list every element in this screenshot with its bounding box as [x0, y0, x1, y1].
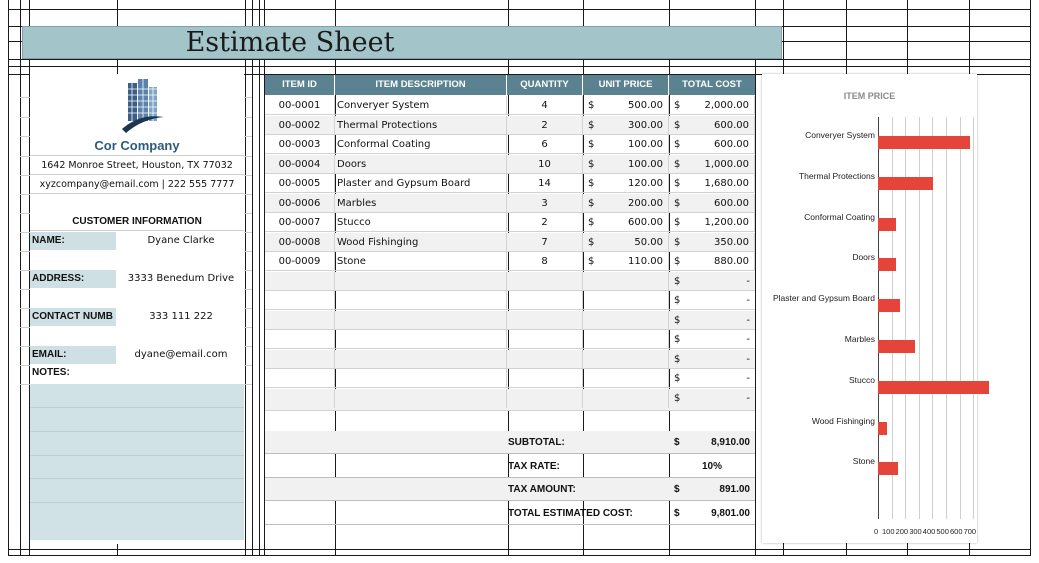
quantity-cell[interactable]: 6 — [507, 135, 583, 154]
grid-line-horizontal — [783, 41, 1030, 42]
subtotal-value — [669, 431, 755, 454]
unit-price-cell[interactable] — [583, 389, 669, 408]
grid-line-vertical — [245, 0, 246, 556]
item-description-cell[interactable] — [335, 330, 507, 349]
currency-symbol: $ — [588, 256, 595, 267]
chart-category-label: Conformal Coating — [804, 211, 875, 222]
currency-symbol: $ — [588, 236, 595, 248]
unit-price-cell-amount: 600.00 — [628, 217, 663, 228]
item-id-cell[interactable] — [265, 369, 335, 388]
chart-category-label: Wood Fishinging — [811, 415, 875, 426]
item-description-cell[interactable] — [335, 350, 507, 369]
quantity-cell[interactable]: 7 — [507, 233, 583, 252]
total-cost-empty: - — [746, 392, 750, 404]
item-id-cell[interactable] — [265, 272, 335, 291]
total-cost-cell[interactable] — [669, 194, 755, 213]
total-cost-cell[interactable] — [669, 233, 755, 252]
total-cost-empty: - — [746, 334, 750, 345]
item-id-cell[interactable] — [265, 311, 335, 330]
total-cost-empty: - — [746, 275, 750, 287]
chart-category-label: Stone — [852, 456, 875, 467]
quantity-cell[interactable] — [507, 291, 583, 310]
chart-bar — [878, 136, 970, 149]
chart-category-label: Doors — [852, 252, 875, 263]
total-cost-cell[interactable] — [669, 213, 755, 232]
total-cost-cell[interactable] — [669, 350, 755, 369]
total-cost-cell-amount: 600.00 — [714, 119, 749, 131]
chart-gridline — [946, 117, 947, 519]
item-description-cell[interactable] — [335, 369, 507, 388]
tax-amount: 891.00 — [719, 484, 750, 495]
chart-bar — [878, 422, 887, 435]
unit-price-cell[interactable] — [583, 291, 669, 310]
item-description-cell[interactable]: Plaster and Gypsum Board — [335, 174, 507, 193]
currency-symbol: $ — [588, 139, 595, 150]
customer-email[interactable]: dyane@email.com — [134, 349, 228, 360]
notes-line — [30, 478, 244, 479]
currency-symbol: $ — [674, 484, 680, 495]
building-icon — [120, 77, 166, 135]
chart-tick-label: 200 — [895, 527, 909, 536]
item-id-cell[interactable]: 00-0001 — [265, 96, 335, 115]
header-item-description: ITEM DESCRIPTION — [335, 75, 507, 95]
total-cost-cell-amount: 1,000.00 — [704, 158, 749, 170]
notes-line — [30, 407, 244, 408]
total-cost-cell[interactable] — [669, 174, 755, 193]
notes-label: NOTES: — [32, 367, 70, 378]
item-description-cell[interactable] — [335, 311, 507, 330]
notes-line — [30, 431, 244, 432]
total-cost-cell[interactable] — [669, 135, 755, 154]
quantity-cell[interactable]: 2 — [507, 213, 583, 232]
chart-title: ITEM PRICE — [843, 91, 896, 101]
total-cost-cell[interactable] — [669, 311, 755, 330]
company-name-row — [30, 136, 244, 156]
currency-symbol: $ — [674, 508, 680, 519]
currency-symbol: $ — [674, 437, 680, 448]
chart-gridline — [960, 117, 961, 519]
unit-price-cell[interactable] — [583, 174, 669, 193]
quantity-cell[interactable]: 10 — [507, 155, 583, 174]
table-row[interactable] — [265, 369, 755, 388]
total-cost-cell-amount: 1,200.00 — [704, 217, 749, 228]
page-title: Estimate Sheet — [185, 27, 395, 58]
item-description-cell[interactable] — [335, 291, 507, 310]
currency-symbol: $ — [674, 178, 681, 189]
company-contact: xyzcompany@email.com | 222 555 7777 — [30, 175, 244, 194]
total-cost-cell-amount: 600.00 — [714, 139, 749, 150]
chart-bar — [878, 177, 933, 190]
total-value — [669, 502, 755, 525]
grid-line-vertical — [20, 0, 21, 556]
currency-symbol: $ — [674, 295, 681, 306]
total-cost-cell[interactable] — [669, 116, 755, 135]
subtotal-label: SUBTOTAL: — [508, 437, 565, 448]
grid-line-vertical — [755, 0, 756, 556]
item-id-cell[interactable]: 00-0005 — [265, 174, 335, 193]
chart-bar — [878, 340, 915, 353]
customer-contact[interactable]: 333 111 222 — [149, 311, 213, 322]
currency-symbol: $ — [674, 139, 681, 150]
total-cost-empty: - — [746, 353, 750, 365]
item-id-cell[interactable] — [265, 350, 335, 369]
customer-address[interactable]: 3333 Benedum Drive — [127, 273, 235, 284]
item-id-cell[interactable]: 00-0003 — [265, 135, 335, 154]
table-row[interactable] — [265, 291, 755, 310]
chart-bar — [878, 462, 898, 475]
total-cost-empty: - — [746, 373, 750, 384]
currency-symbol: $ — [588, 197, 595, 209]
table-row[interactable] — [265, 233, 755, 252]
item-id-cell[interactable] — [265, 330, 335, 349]
currency-symbol: $ — [674, 256, 681, 267]
unit-price-cell[interactable] — [583, 272, 669, 291]
chart-category-label: Plaster and Gypsum Board — [772, 293, 875, 304]
table-row[interactable] — [265, 311, 755, 330]
chart-bar — [878, 299, 900, 312]
total-cost-cell-amount: 600.00 — [714, 197, 749, 209]
chart-category-label: Stucco — [849, 374, 875, 385]
total-cost-empty: - — [746, 295, 750, 306]
currency-symbol: $ — [674, 236, 681, 248]
unit-price-cell-amount: 100.00 — [628, 158, 663, 170]
unit-price-cell-amount: 300.00 — [628, 119, 663, 131]
unit-price-cell[interactable] — [583, 213, 669, 232]
grid-line-horizontal — [8, 9, 1030, 10]
tax-rate-label: TAX RATE: — [508, 461, 560, 472]
quantity-cell[interactable]: 4 — [507, 96, 583, 115]
chart-tick-label: 100 — [882, 527, 895, 536]
currency-symbol: $ — [588, 100, 595, 111]
header-quantity: QUANTITY — [507, 75, 583, 95]
currency-symbol: $ — [674, 158, 681, 170]
total-cost-cell[interactable] — [669, 389, 755, 408]
quantity-cell[interactable] — [507, 350, 583, 369]
currency-symbol: $ — [588, 178, 595, 189]
table-row[interactable] — [265, 96, 755, 115]
table-row[interactable] — [265, 350, 755, 369]
table-row[interactable] — [265, 174, 755, 193]
item-description-cell[interactable] — [335, 272, 507, 291]
item-id-cell[interactable] — [265, 291, 335, 310]
notes-line — [30, 455, 244, 456]
item-id-cell[interactable]: 00-0007 — [265, 213, 335, 232]
name-label: NAME: — [30, 232, 116, 250]
customer-info-heading: CUSTOMER INFORMATION — [30, 213, 244, 231]
item-id-cell[interactable]: 00-0002 — [265, 116, 335, 135]
item-id-cell[interactable]: 00-0008 — [265, 233, 335, 252]
item-id-cell[interactable]: 00-0006 — [265, 194, 335, 213]
table-row[interactable] — [265, 194, 755, 213]
item-description-cell[interactable]: Stone — [335, 252, 507, 271]
unit-price-cell-amount: 110.00 — [628, 256, 663, 267]
quantity-cell[interactable]: 2 — [507, 116, 583, 135]
chart-tick-label: 300 — [909, 527, 922, 536]
total-cost-cell-amount: 880.00 — [714, 256, 749, 267]
currency-symbol: $ — [674, 197, 681, 209]
total-cost-cell-amount: 2,000.00 — [704, 100, 749, 111]
quantity-cell[interactable] — [507, 369, 583, 388]
chart-bar — [878, 381, 989, 394]
quantity-cell[interactable] — [507, 272, 583, 291]
unit-price-cell[interactable] — [583, 350, 669, 369]
chart-category-label: Converyer System — [805, 130, 875, 140]
unit-price-cell[interactable] — [583, 369, 669, 388]
table-row[interactable] — [265, 252, 755, 271]
tax-amount-value — [669, 478, 755, 501]
notes-line — [30, 502, 244, 503]
total-cost-cell[interactable] — [669, 330, 755, 349]
total-label: TOTAL ESTIMATED COST: — [508, 508, 633, 519]
unit-price-cell[interactable] — [583, 155, 669, 174]
total-cost-cell[interactable] — [669, 272, 755, 291]
table-row[interactable] — [265, 135, 755, 154]
chart-tick-label: 500 — [936, 527, 949, 536]
grid-line-horizontal — [8, 549, 1030, 550]
company-name: Cor Company — [94, 138, 180, 153]
item-description-cell[interactable] — [335, 389, 507, 408]
email-label: EMAIL: — [30, 346, 116, 364]
item-description-cell[interactable]: Wood Fishinging — [335, 233, 507, 252]
chart-gridline — [973, 117, 974, 519]
quantity-cell[interactable] — [507, 330, 583, 349]
currency-symbol: $ — [588, 158, 595, 170]
chart-category-label: Marbles — [844, 334, 875, 344]
unit-price-cell[interactable] — [583, 330, 669, 349]
item-id-cell[interactable]: 00-0004 — [265, 155, 335, 174]
unit-price-cell[interactable] — [583, 194, 669, 213]
item-description-cell[interactable]: Marbles — [335, 194, 507, 213]
total-cost-cell-amount: 1,680.00 — [704, 178, 749, 189]
item-description-cell[interactable]: Stucco — [335, 213, 507, 232]
chart-category-label: Thermal Protections — [798, 170, 875, 181]
currency-symbol: $ — [674, 217, 681, 228]
table-row[interactable] — [265, 213, 755, 232]
chart-tick-label: 400 — [922, 527, 936, 536]
unit-price-cell-amount: 120.00 — [628, 178, 663, 189]
unit-price-cell-amount: 100.00 — [628, 139, 663, 150]
header-total-cost: TOTAL COST — [669, 75, 755, 95]
grid-line-horizontal — [8, 66, 1030, 67]
currency-symbol: $ — [674, 353, 681, 365]
quantity-cell[interactable] — [507, 311, 583, 330]
chart-bar — [878, 258, 896, 271]
customer-name[interactable]: Dyane Clarke — [147, 235, 215, 246]
total-cost-cell[interactable] — [669, 369, 755, 388]
unit-price-cell[interactable] — [583, 96, 669, 115]
unit-price-cell-amount: 50.00 — [634, 236, 663, 248]
currency-symbol: $ — [674, 275, 681, 287]
header-item-id: ITEM ID — [265, 75, 335, 95]
currency-symbol: $ — [674, 334, 681, 345]
chart-tick-label: 600 — [950, 527, 963, 536]
grid-line-horizontal — [8, 555, 1030, 556]
address-label: ADDRESS: — [30, 270, 116, 288]
quantity-cell[interactable]: 14 — [507, 174, 583, 193]
total-cost-empty: - — [746, 314, 750, 326]
total-cost-cell[interactable] — [669, 96, 755, 115]
unit-price-cell[interactable] — [583, 233, 669, 252]
grid-line-vertical — [8, 0, 9, 556]
company-address: 1642 Monroe Street, Houston, TX 77032 — [30, 156, 244, 175]
chart-tick-label: 0 — [874, 527, 879, 536]
tax-rate-value: 10% — [701, 461, 722, 472]
quantity-cell[interactable]: 8 — [507, 252, 583, 271]
currency-symbol: $ — [588, 119, 595, 131]
tax-amount-label: TAX AMOUNT: — [508, 484, 576, 495]
currency-symbol: $ — [674, 314, 681, 326]
unit-price-cell[interactable] — [583, 311, 669, 330]
grid-line-vertical — [259, 0, 260, 556]
currency-symbol: $ — [674, 373, 681, 384]
chart-tick-label: 700 — [963, 527, 977, 536]
quantity-cell[interactable]: 3 — [507, 194, 583, 213]
total-amount: 9,801.00 — [711, 508, 750, 519]
total-cost-cell-amount: 350.00 — [714, 236, 749, 248]
currency-symbol: $ — [588, 217, 595, 228]
unit-price-cell[interactable] — [583, 116, 669, 135]
item-id-cell[interactable]: 00-0009 — [265, 252, 335, 271]
table-row[interactable] — [265, 330, 755, 349]
item-description-cell[interactable]: Doors — [335, 155, 507, 174]
unit-price-cell-amount: 500.00 — [628, 100, 663, 111]
chart-bar — [878, 218, 896, 231]
grid-line-vertical — [252, 0, 253, 556]
quantity-cell[interactable] — [507, 389, 583, 408]
subtotal-amount: 8,910.00 — [711, 437, 750, 448]
total-cost-cell[interactable] — [669, 291, 755, 310]
unit-price-cell-amount: 200.00 — [628, 197, 663, 209]
currency-symbol: $ — [674, 100, 681, 111]
item-description-cell[interactable]: Conformal Coating — [335, 135, 507, 154]
table-row[interactable] — [265, 116, 755, 135]
currency-symbol: $ — [674, 119, 681, 131]
table-row[interactable] — [265, 155, 755, 174]
unit-price-cell[interactable] — [583, 135, 669, 154]
grid-line-vertical — [1030, 0, 1031, 556]
table-row[interactable] — [265, 389, 755, 411]
currency-symbol: $ — [674, 392, 681, 404]
total-cost-cell[interactable] — [669, 252, 755, 271]
unit-price-cell[interactable] — [583, 252, 669, 271]
item-description-cell[interactable]: Converyer System — [335, 96, 507, 115]
header-unit-price: UNIT PRICE — [583, 75, 669, 95]
item-id-cell[interactable] — [265, 389, 335, 408]
table-row[interactable] — [265, 272, 755, 291]
item-description-cell[interactable]: Thermal Protections — [335, 116, 507, 135]
total-cost-cell[interactable] — [669, 155, 755, 174]
grid-line-horizontal — [783, 59, 1030, 60]
contact-label: CONTACT NUMB — [30, 308, 116, 326]
